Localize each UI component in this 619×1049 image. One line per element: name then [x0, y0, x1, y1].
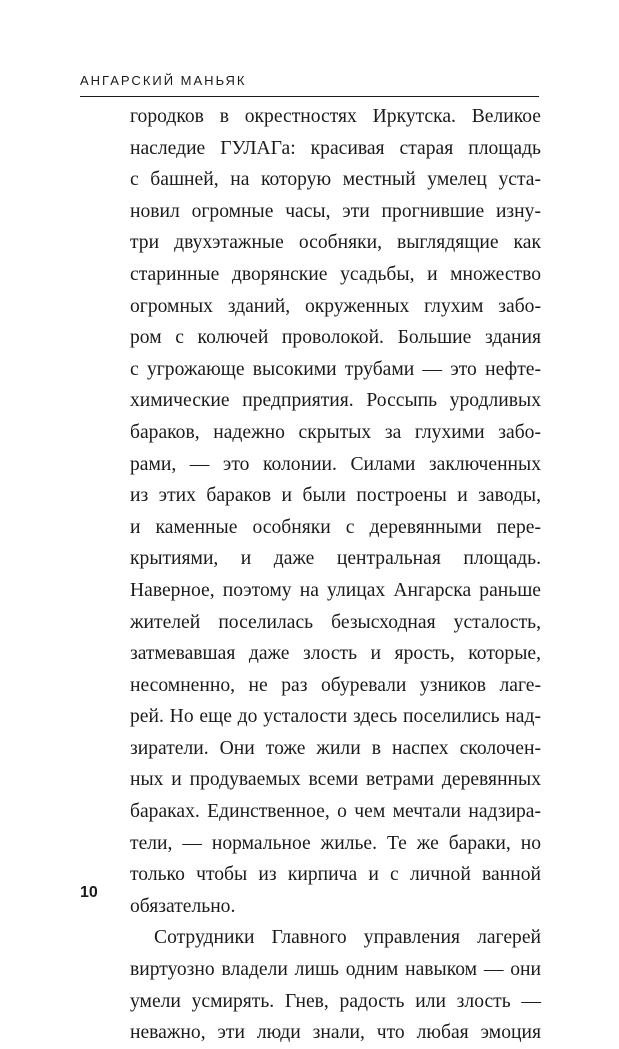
text-line: ных и продуваемых всеми ветрами деревянных: [130, 769, 541, 791]
text-line: старинные дворянские усадьбы, и множество: [130, 263, 541, 285]
text-line: затмевавшая даже злость и ярость, которые,: [130, 643, 541, 665]
text-line: ром с колючей проволокой. Большие здания: [130, 327, 541, 349]
text-line: химические предприятия. Россыпь уродливых: [130, 390, 541, 412]
body-text: [130, 101, 541, 1049]
text-line: несомненно, не раз обуревали узников лаге-: [130, 674, 541, 696]
header-rule: [80, 96, 539, 97]
text-line: виртуозно владели лишь одним навыком — они: [130, 959, 541, 981]
text-line: с угрожающе высокими трубами — это нефте-: [130, 358, 541, 380]
text-line: умели усмирять. Гнев, радость или злость —: [130, 990, 541, 1012]
text-line: с башней, на которую местный умелец уста-: [130, 169, 541, 191]
text-line: жителей поселилась безысходная усталость,: [130, 611, 541, 633]
text-line: зиратели. Они тоже жили в наспех сколочен-: [130, 737, 541, 759]
text-line: рей. Но еще до усталости здесь поселились над-: [130, 706, 541, 728]
page-number: 10: [80, 884, 98, 901]
text-line: неважно, эти люди знали, что любая эмоция: [130, 1022, 541, 1044]
text-line: Наверное, поэтому на улицах Ангарска раньше: [130, 579, 541, 601]
text-line: три двухэтажные особняки, выглядящие как: [130, 232, 541, 254]
text-line: огромных зданий, окруженных глухим забо-: [130, 295, 541, 317]
paragraph-1: [130, 101, 541, 922]
text-line: наследие ГУЛАГа: красивая старая площадь: [130, 137, 541, 159]
paragraph-2: [130, 922, 541, 1048]
text-line: бараках. Единственное, о чем мечтали надзира-: [130, 801, 541, 823]
text-line: только чтобы из кирпича и с личной ванной: [130, 864, 541, 886]
text-line: Сотрудники Главного управления лагерей: [154, 927, 541, 949]
text-line: бараков, надежно скрытых за глухими забо-: [130, 421, 541, 443]
text-line: обязательно.: [130, 895, 236, 917]
text-line: городков в окрестностях Иркутска. Великое: [130, 106, 541, 127]
text-line: новил огромные часы, эти прогнившие изну-: [130, 200, 541, 222]
text-line: рами, — это колонии. Силами заключенных: [130, 453, 541, 475]
text-line: из этих бараков и были построены и заводы,: [130, 485, 541, 507]
text-line: и каменные особняки с деревянными пере-: [130, 516, 541, 538]
text-line: крытиями, и даже центральная площадь.: [130, 548, 541, 570]
text-line: тели, — нормальное жилье. Те же бараки, но: [130, 832, 541, 854]
running-head: АНГАРСКИЙ МАНЬЯК: [80, 73, 247, 88]
